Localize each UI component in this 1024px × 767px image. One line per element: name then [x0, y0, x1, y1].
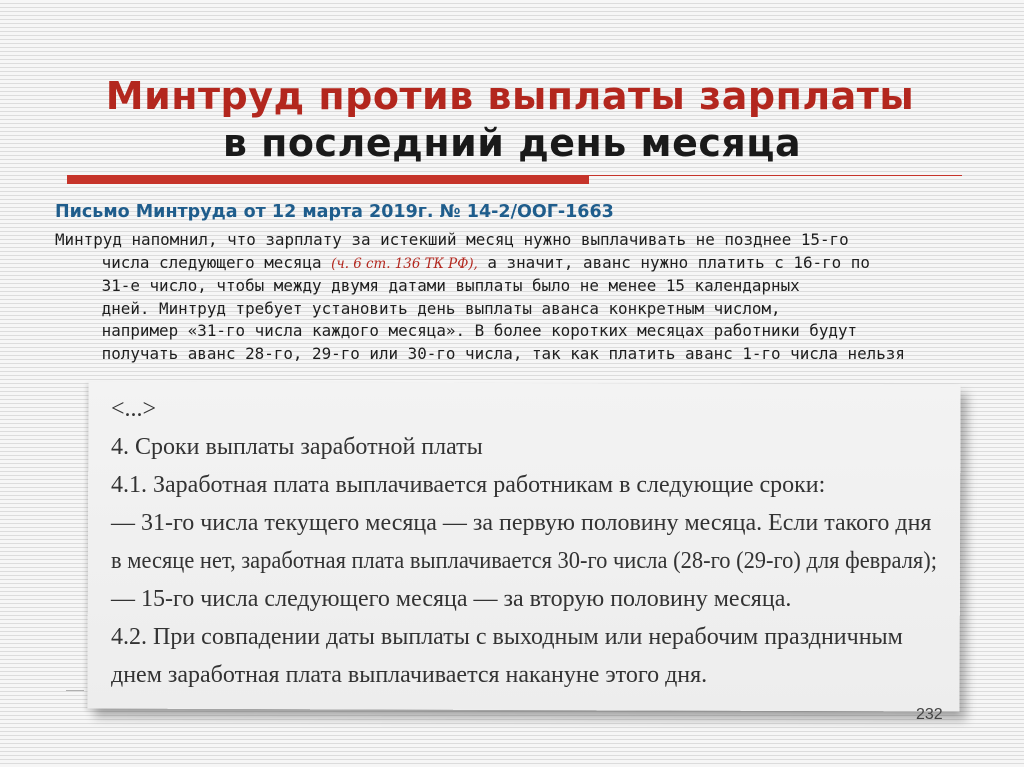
- body-line-2: [55, 252, 1013, 276]
- excerpt-line: 4.2. При совпадении даты выплаты с выходным или нерабочим праздничным: [111, 624, 903, 650]
- excerpt-line: 4. Сроки выплаты заработной платы: [111, 434, 483, 460]
- title-underline-thick: [67, 175, 589, 184]
- decorative-line: [66, 690, 84, 691]
- excerpt-line: — 15-го числа следующего месяца — за вторую половину месяца.: [111, 586, 792, 612]
- body-line-1: Минтруд напомнил, что зарплату за истекший месяц нужно выплачивать не позднее 15-го: [55, 230, 849, 249]
- page-number: 232: [916, 706, 943, 723]
- excerpt-line: <...>: [111, 396, 157, 422]
- slide-title-line-2: в последний день месяца: [222, 121, 802, 165]
- excerpt-line: днем заработная плата выплачивается накануне этого дня.: [111, 662, 708, 688]
- excerpt-line: в месяце нет, заработная плата выплачивается 30-го числа (28-го (29-го) для февраля);: [111, 548, 937, 574]
- body-line-4: дней. Минтруд требует установить день выплаты аванса конкретным числом,: [101, 298, 781, 318]
- body-paragraph: [55, 229, 1020, 366]
- body-line-6: получать аванс 28-го, 29-го или 30-го числа, так как платить аванс 1-го числа нельзя: [101, 343, 905, 363]
- title-underline-thin: [589, 175, 962, 176]
- excerpt-line: 4.1. Заработная плата выплачивается работникам в следующие сроки:: [111, 472, 826, 498]
- labor-code-reference: (ч. 6 ст. 136 ТК РФ),: [331, 255, 478, 272]
- letter-reference-heading: Письмо Минтруда от 12 марта 2019г. № 14-2/ООГ-1663: [55, 202, 614, 222]
- slide-title-line-1: Минтруд против выплаты зарплаты: [105, 74, 915, 118]
- body-line-2-start: числа следующего месяца: [101, 252, 322, 272]
- body-line-2-end: а значит, аванс нужно платить с 16-го по: [477, 252, 870, 272]
- body-line-5: например «31-го числа каждого месяца». В более коротких месяцах работники будут: [101, 321, 858, 341]
- body-line-3: 31-е число, чтобы между двумя датами выплаты было не менее 15 календарных: [101, 276, 800, 296]
- excerpt-line: — 31-го числа текущего месяца — за первую половину месяца. Если такого дня: [111, 510, 932, 536]
